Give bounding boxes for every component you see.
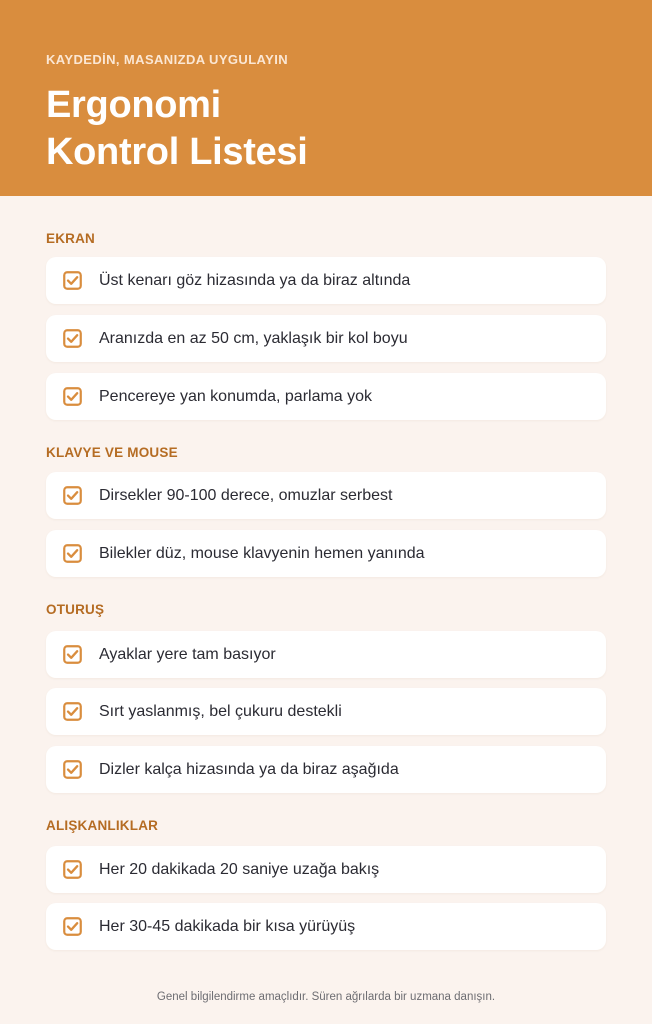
- page-title: [46, 82, 308, 176]
- checkbox-checked-icon: [63, 702, 82, 721]
- checklist-item[interactable]: [46, 846, 606, 893]
- checklist-item[interactable]: [46, 315, 606, 362]
- checklist-item[interactable]: [46, 373, 606, 420]
- checkbox-checked-icon: [63, 760, 82, 779]
- checkbox-checked-icon: [63, 387, 82, 406]
- checklist-item-text: Sırt yaslanmış, bel çukuru destekli: [99, 703, 342, 720]
- checklist-item[interactable]: [46, 257, 606, 304]
- checklist-item-text: Bilekler düz, mouse klavyenin hemen yanında: [99, 545, 425, 562]
- header-banner: [0, 0, 652, 196]
- page-title-line-2: Kontrol Listesi: [46, 131, 308, 173]
- section-label-oturus: OTURUŞ: [46, 602, 105, 617]
- checkbox-checked-icon: [63, 486, 82, 505]
- checklist-item-text: Dirsekler 90-100 derece, omuzlar serbest: [99, 487, 393, 504]
- checklist-item[interactable]: [46, 746, 606, 793]
- checklist-item-text: Her 20 dakikada 20 saniye uzağa bakış: [99, 861, 380, 878]
- checklist-item-text: Üst kenarı göz hizasında ya da biraz altında: [99, 272, 411, 289]
- checkbox-checked-icon: [63, 645, 82, 664]
- checkbox-checked-icon: [63, 917, 82, 936]
- checklist-item[interactable]: [46, 530, 606, 577]
- header-eyebrow: KAYDEDİN, MASANIZDA UYGULAYIN: [46, 52, 289, 67]
- checkbox-checked-icon: [63, 860, 82, 879]
- footer-disclaimer: Genel bilgilendirme amaçlıdır. Süren ağrılarda bir uzmana danışın.: [156, 991, 496, 1003]
- checklist-item-text: Dizler kalça hizasında ya da biraz aşağıda: [99, 761, 399, 778]
- checklist-item-text: Aranızda en az 50 cm, yaklaşık bir kol boyu: [99, 330, 408, 347]
- checklist-item-text: Pencereye yan konumda, parlama yok: [99, 388, 373, 405]
- checkbox-checked-icon: [63, 271, 82, 290]
- checklist-item-text: Her 30-45 dakikada bir kısa yürüyüş: [99, 918, 356, 935]
- checkbox-checked-icon: [63, 544, 82, 563]
- section-label-klavye-ve-mouse: KLAVYE VE MOUSE: [46, 445, 178, 460]
- checklist-item[interactable]: [46, 631, 606, 678]
- page-title-line-1: Ergonomi: [46, 84, 221, 126]
- checklist-item[interactable]: [46, 688, 606, 735]
- checkbox-checked-icon: [63, 329, 82, 348]
- section-label-aliskanliklar: ALIŞKANLIKLAR: [46, 818, 159, 833]
- section-label-ekran: EKRAN: [46, 231, 96, 246]
- checklist-item[interactable]: [46, 472, 606, 519]
- checklist-item[interactable]: [46, 903, 606, 950]
- checklist-item-text: Ayaklar yere tam basıyor: [99, 646, 276, 663]
